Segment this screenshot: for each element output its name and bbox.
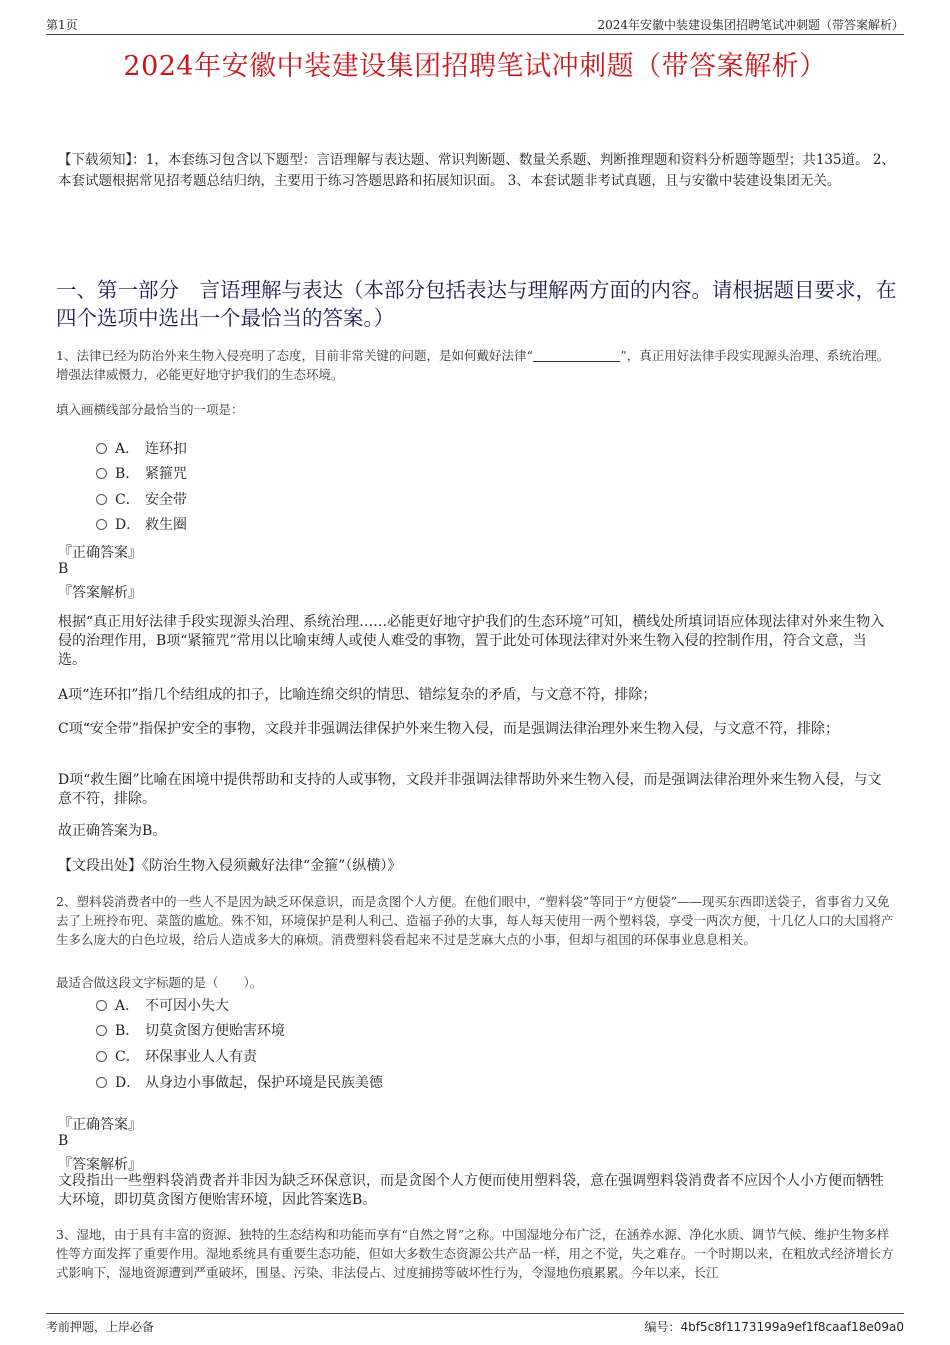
q1-analysis-paragraph: 根据“真正用好法律手段实现源头治理、系统治理……必能更好地守护我们的生态环境”可知，横线处所填词语应体现法律对外来生物入侵的治理作用，B项“紧箍咒”常用以比喻束缚人或使人难受的事物，置于此处可体现法律对外来生物入侵的控制作用，符合文意，当选。 xyxy=(58,614,885,668)
q2-answer-label: 『正确答案』 xyxy=(58,1117,142,1133)
radio-icon[interactable] xyxy=(96,443,107,454)
radio-icon[interactable] xyxy=(96,519,107,530)
q1-option-b[interactable]: B． 紧箍咒 xyxy=(96,463,187,483)
q1-option-d[interactable]: D． 救生圈 xyxy=(96,514,187,534)
q2-option-c[interactable]: C． 环保事业人人有责 xyxy=(96,1046,257,1066)
q1-option-a[interactable]: A． 连环扣 xyxy=(96,438,187,458)
q1-analysis-paragraph: C项“安全带”指保护安全的事物，文段并非强调法律保护外来生物入侵，而是强调法律治理外来生物入侵，与文意不符，排除； xyxy=(58,721,840,737)
question-2-prompt: 最适合做这段文字标题的是（ ）。 xyxy=(56,975,263,990)
q2-option-d[interactable]: D． 从身边小事做起，保护环境是民族美德 xyxy=(96,1072,383,1092)
question-2-stem: 2、塑料袋消费者中的一些人不是因为缺乏环保意识，而是贪图个人方便。在他们眼中，“塑料袋”等同于“方便袋”——现买东西即送袋子，省事省力又免去了上班拎布兜、菜篮的尴尬。殊不知，环境保护是利人利己、造福子孙的大事，每人每天使用一两个塑料袋，享受一两次方便，十几亿人口的大国将产生多么庞大的白色垃圾，给后人造成多大的麻烦。消费塑料袋看起来不过是芝麻大点的小事，但却与祖国的环保事业息息相关。 xyxy=(56,894,894,947)
question-1-prompt: 填入画横线部分最恰当的一项是： xyxy=(56,402,244,417)
q1-analysis-paragraph: A项“连环扣”指几个结组成的扣子，比喻连绵交织的情思、错综复杂的矛盾，与文意不符，排除； xyxy=(58,687,657,703)
page-number: 第1页 xyxy=(46,18,78,32)
q1-analysis-paragraph: 故正确答案为B。 xyxy=(58,823,167,839)
q2-option-a[interactable]: A． 不可因小失大 xyxy=(96,995,229,1015)
answer-blank xyxy=(533,348,621,363)
q1-analysis-paragraph: D项“救生圈”比喻在困境中提供帮助和支持的人或事物，文段并非强调法律帮助外来生物入侵，而是强调法律治理外来生物入侵，与文意不符，排除。 xyxy=(58,772,882,807)
q2-analysis-label: 『答案解析』 xyxy=(58,1157,142,1173)
page-title: 2024年安徽中装建设集团招聘笔试冲刺题（带答案解析） xyxy=(123,51,827,82)
radio-icon[interactable] xyxy=(96,1077,107,1088)
q1-answer-label: 『正确答案』 xyxy=(58,545,142,561)
q1-answer: B xyxy=(58,561,69,577)
footer-slogan: 考前押题，上岸必备 xyxy=(46,1320,155,1334)
q2-answer: B xyxy=(58,1133,69,1149)
q2-option-b[interactable]: B． 切莫贪图方便贻害环境 xyxy=(96,1020,285,1040)
section-heading: 一、第一部分 言语理解与表达（本部分包括表达与理解两方面的内容。请根据题目要求，在四个选项中选出一个最恰当的答案。） xyxy=(56,278,897,330)
question-1-stem: 1、法律已经为防治外来生物入侵亮明了态度，目前非常关键的问题，是如何戴好法律“ ”，真正用好法律手段实现源头治理、系统治理。增强法律威慑力，必能更好地守护我们的生态环境。 xyxy=(56,348,890,382)
radio-icon[interactable] xyxy=(96,1000,107,1011)
radio-icon[interactable] xyxy=(96,468,107,479)
q2-analysis-paragraph: 文段指出一些塑料袋消费者并非因为缺乏环保意识，而是贪图个人方便而使用塑料袋，意在强调塑料袋消费者不应因个人小方便而牺牲大环境，即切莫贪图方便贻害环境，因此答案选B。 xyxy=(58,1173,884,1208)
radio-icon[interactable] xyxy=(96,1051,107,1062)
radio-icon[interactable] xyxy=(96,494,107,505)
q1-source: 【文段出处】《防治生物入侵须戴好法律“金箍”（纵横）》 xyxy=(58,858,402,874)
radio-icon[interactable] xyxy=(96,1025,107,1036)
q1-analysis-label: 『答案解析』 xyxy=(58,585,142,601)
question-3-stem: 3、湿地，由于具有丰富的资源、独特的生态结构和功能而享有“自然之肾”之称。中国湿地分布广泛，在涵养水源、净化水质、调节气候、维护生物多样性等方面发挥了重要作用。湿地系统具有重要生态功能，但如大多数生态资源公共产品一样，用之不觉，失之难存。一个时期以来，在粗放式经济增长方式影响下，湿地资源遭到严重破坏，围垦、污染、非法侵占、过度捕捞等破坏性行为，令湿地伤痕累累。今年以来，长江 xyxy=(56,1227,894,1280)
q1-option-c[interactable]: C． 安全带 xyxy=(96,489,187,509)
page-header xyxy=(46,14,904,35)
download-notice: 【下载须知】：1，本套练习包含以下题型：言语理解与表达题、常识判断题、数量关系题、判断推理题和资料分析题等题型；共135道。 2、本套试题根据常见招考题总结归纳，主要用于练习答题思路和拓展知识面。 3、本套试题非考试真题，且与安徽中装建设集团无关。 xyxy=(58,152,895,189)
header-doc-title: 2024年安徽中装建设集团招聘笔试冲刺题（带答案解析） xyxy=(597,18,904,32)
page-footer xyxy=(46,1313,904,1334)
footer-doc-id: 编号：4bf5c8f1173199a9ef1f8caaf18e09a0 xyxy=(644,1320,904,1334)
